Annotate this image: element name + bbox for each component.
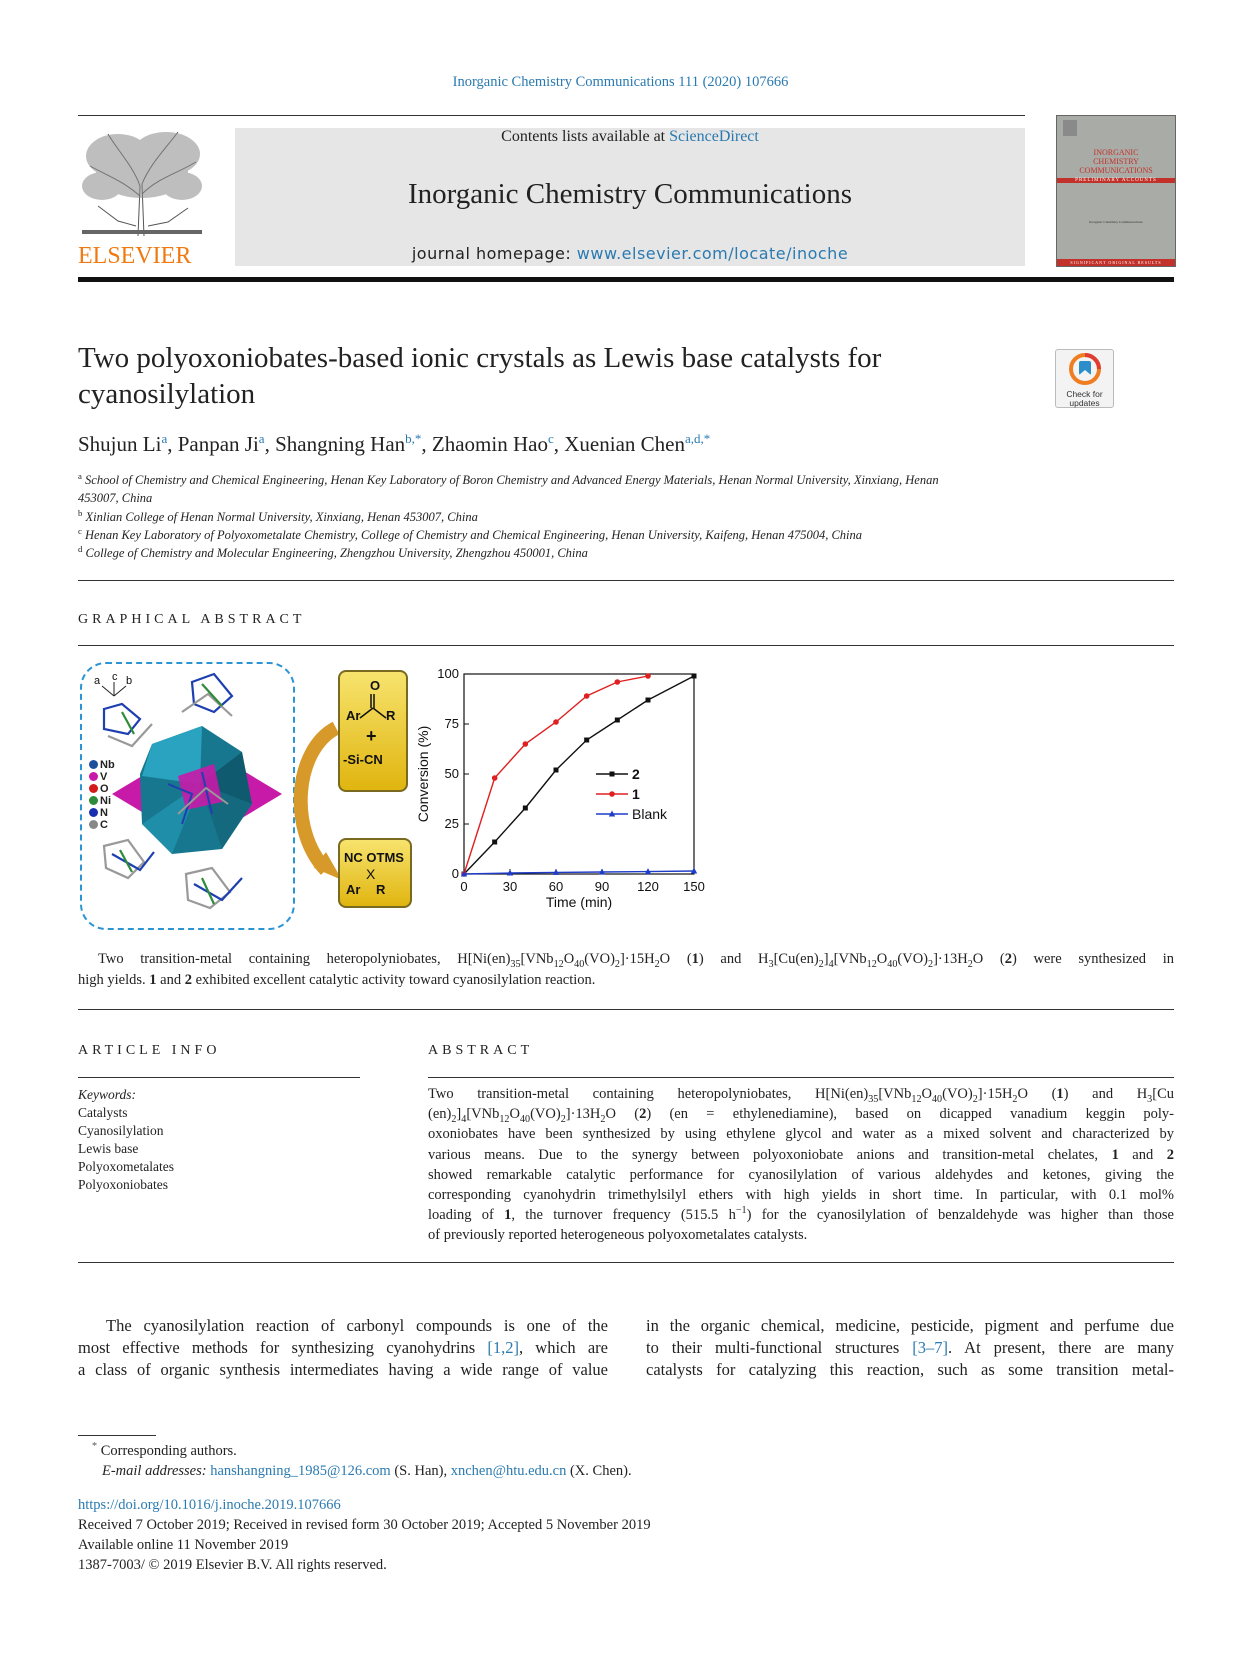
data-point-1 xyxy=(523,741,529,747)
copyright: 1387-7003/ © 2019 Elsevier B.V. All rights reserved. xyxy=(78,1557,387,1573)
conversion-chart xyxy=(412,656,712,926)
author-list: Shujun Li$^a$, Panpan Ji$^a$, Shangning Han$^{b,*}$, Zhaomin Hao$^c$, Xuenian Chen$^{a,d,*}$ xyxy=(78,431,711,456)
footnote: * Corresponding authors. E-mail addresses: hanshangning_1985@126.com (S. Han), xnchen@htu.edu.cn (X. Chen). xyxy=(92,1441,632,1479)
axis-triad xyxy=(102,682,126,696)
cover-name: Inorganic Chemistry Communications xyxy=(1089,220,1143,224)
keyword: Cyanosilylation xyxy=(78,1123,164,1138)
graphical-abstract-caption: Two transition-metal containing heteropolyniobates, $H[Ni(en)_{35}[VNb_{12}O_{40}(VO)_2]\cdot 15H_2O$ (1) and $H_3[Cu(en)_2]_4[VNb_{12}O_{40}(VO)_2]\cdot 13H_2O$ (2) were synthesized in high yields. 1 and 2 exhibited excellent catalytic activity toward cyanosilylation reaction. xyxy=(78,951,1174,988)
homepage-link[interactable]: www.elsevier.com/locate/inoche xyxy=(576,244,849,263)
author-name: Xuenian Chen xyxy=(564,432,685,456)
x-tick-label: 0 xyxy=(460,879,468,894)
y-tick-label: 50 xyxy=(444,766,459,781)
cover-title: INORGANIC xyxy=(1093,148,1139,157)
x-tick-label: 120 xyxy=(637,879,659,894)
keywords-block: Keywords: Catalysts Cyanosilylation Lewis base Polyoxometalates Polyoxoniobates xyxy=(78,1087,174,1192)
header-thick-rule xyxy=(78,277,1174,282)
data-point-2 xyxy=(554,768,559,773)
y-tick-label: 0 xyxy=(451,866,459,881)
article-title: Two polyoxoniobates-based ionic crystals as Lewis base catalysts for cyanosilylation xyxy=(78,342,882,410)
rule-after-affiliations xyxy=(78,580,1174,581)
homepage-line: journal homepage: www.elsevier.com/locate/inoche xyxy=(411,244,849,263)
y-tick-label: 25 xyxy=(444,816,459,831)
email-han-link[interactable]: hanshangning_1985@126.com xyxy=(210,1463,391,1479)
legend-item-ni: Ni xyxy=(89,795,115,807)
author-affiliation-mark[interactable]: a xyxy=(258,431,265,446)
atom-dot-icon xyxy=(89,772,98,781)
keyword: Catalysts xyxy=(78,1105,128,1120)
author-affiliation-mark[interactable]: b,* xyxy=(405,431,422,446)
abstract-text: Two transition-metal containing heteropolyniobates, $H[Ni(en)_{35}[VNb_{12}O_{40}(VO)_2]\cdot 15H_2O$ (1) and $H_3[Cu$ $(en)_2]_4[VNb_{12}O_{40}(VO)_2]\cdot 13H_2O$ (2) (en = ethylenediamine), based on dicapped vanadium keggin poly- oxoniobates have been synthesized by using ethylene glycol and water as a mixed solvent and characterized by various means. Due to the synergy between polyoxoniobate anions and transition-metal chelates, 1 and 2 showed remarkable catalytic performance for cyanosilylation of various aldehydes and ketones, giving the corresponding cyanohydrin trimethylsilyl ethers with high yields in short time. In particular, with 0.1 mol% loading of 1, the turnover frequency (515.5 $h^{-1}$) for the cyanosilylation of benzaldehyde was higher than those of previously reported heterogeneous polyoxometalates catalysts. xyxy=(428,1086,1174,1244)
axis-b-label: b xyxy=(126,675,133,687)
y-axis-label: Conversion (%) xyxy=(415,725,431,823)
rule-after-caption xyxy=(78,1009,1174,1010)
author-affiliation-mark[interactable]: a,d,* xyxy=(684,431,711,446)
data-point-1 xyxy=(553,719,559,725)
data-point-1 xyxy=(492,775,498,781)
cover-banner: PRELIMINARY ACCOUNTS xyxy=(1057,178,1175,183)
x-tick-label: 30 xyxy=(502,879,518,894)
axis-a-label: a xyxy=(94,675,101,687)
polyanion-cluster xyxy=(112,726,282,854)
data-point-2 xyxy=(523,806,528,811)
data-point-2 xyxy=(646,698,651,703)
data-point-2 xyxy=(692,674,697,679)
author-name: Shujun Li xyxy=(78,432,162,456)
y-tick-label: 100 xyxy=(437,666,459,681)
data-point-2 xyxy=(492,840,497,845)
atom-dot-icon xyxy=(89,784,98,793)
body-right-column: in the organic chemical, medicine, pesticide, pigment and perfume due to their multi-functional structures [3–7]. At present, there are many catalysts for catalyzing this reaction, such as some transition metal- xyxy=(646,1316,1175,1379)
reaction-arrow-icon xyxy=(286,720,346,890)
y-tick-label: 75 xyxy=(444,716,459,731)
citation-3-7[interactable]: [3–7] xyxy=(912,1338,948,1357)
author-name: Panpan Ji xyxy=(177,432,259,456)
keyword: Polyoxoniobates xyxy=(78,1177,168,1192)
cover-elsevier-icon xyxy=(1063,120,1077,136)
author-affiliation-mark[interactable]: a xyxy=(161,431,168,446)
email-chen-link[interactable]: xnchen@htu.edu.cn xyxy=(450,1463,567,1479)
reactants-box: O Ar R + -Si-CN xyxy=(338,670,408,792)
journal-title: Inorganic Chemistry Communications xyxy=(407,178,853,210)
journal-reference[interactable]: Inorganic Chemistry Communications 111 (2020) 107666 xyxy=(452,74,789,90)
legend-label-1: 1 xyxy=(632,786,640,802)
keyword: Lewis base xyxy=(78,1141,139,1156)
check-updates-icon xyxy=(1069,353,1101,385)
legend-label-blank: Blank xyxy=(632,806,668,822)
article-info-heading: ARTICLE INFO xyxy=(78,1043,221,1058)
doi-link[interactable]: https://doi.org/10.1016/j.inoche.2019.107666 xyxy=(78,1497,341,1513)
affiliations xyxy=(78,471,1078,562)
rule-abstract xyxy=(428,1077,1174,1078)
keyword-list xyxy=(78,1104,174,1194)
sciencedirect-link[interactable]: ScienceDirect xyxy=(669,128,759,145)
x-tick-label: 60 xyxy=(548,879,564,894)
legend-item-nb: Nb xyxy=(89,759,115,771)
data-point-2 xyxy=(615,718,620,723)
footnote-rule xyxy=(78,1435,156,1436)
elsevier-tree-icon xyxy=(78,126,206,238)
journal-cover[interactable]: INORGANIC CHEMISTRY COMMUNICATIONS PRELIMINARY ACCOUNTS Inorganic Chemistry Communications SIGNIFICANT ORIGINAL RESULTS xyxy=(1056,115,1176,267)
x-axis-label: Time (min) xyxy=(545,894,613,910)
x-tick-label: 90 xyxy=(594,879,610,894)
data-point-2 xyxy=(584,738,589,743)
author-name: Shangning Han xyxy=(275,432,406,456)
data-point-1 xyxy=(645,673,651,679)
x-tick-label: 150 xyxy=(683,879,705,894)
atom-dot-icon xyxy=(89,820,98,829)
affiliation-item: $^d$ College of Chemistry and Molecular Engineering, Zhengzhou University, Zhengzhou 450001, China xyxy=(78,544,588,561)
author-affiliation-mark[interactable]: c xyxy=(547,431,554,446)
legend-item-c: C xyxy=(89,819,115,831)
available-online: Available online 11 November 2019 xyxy=(78,1537,289,1553)
legend-item-o: O xyxy=(89,783,115,795)
data-point-1 xyxy=(584,693,590,699)
affiliation-item: $^c$ Henan Key Laboratory of Polyoxometalate Chemistry, College of Chemistry and Chemical Engineering, Henan University, Kaifeng, Henan 475004, China xyxy=(78,525,862,542)
legend-marker-1 xyxy=(609,791,615,797)
body-left-column: The cyanosilylation reaction of carbonyl compounds is one of the most effective methods for synthesizing cyanohydrins [1,2], which are a class of organic synthesis intermediates having a wide range of value xyxy=(78,1316,608,1379)
keyword: Polyoxometalates xyxy=(78,1159,174,1174)
data-point-1 xyxy=(615,679,621,685)
affiliation-item: $^b$ Xinlian College of Henan Normal University, Xinxiang, Henan 453007, China xyxy=(78,507,478,524)
structure-legend xyxy=(89,759,115,831)
atom-dot-icon xyxy=(89,796,98,805)
author-name: Zhaomin Hao xyxy=(431,432,548,456)
abstract-heading: ABSTRACT xyxy=(428,1043,534,1058)
cover-footer: SIGNIFICANT ORIGINAL RESULTS xyxy=(1057,259,1175,266)
rule-article-info xyxy=(78,1077,360,1078)
check-for-updates-button[interactable]: Check for updates xyxy=(1055,349,1114,408)
crystal-structure-figure xyxy=(80,662,295,930)
legend-item-n: N xyxy=(89,807,115,819)
affiliation-item: $^a$ School of Chemistry and Chemical Engineering, Henan Key Laboratory of Boron Chemistry and Advanced Energy Materials, Henan Normal University, Xinxiang, Henan xyxy=(78,470,939,487)
rule-graphical-abstract xyxy=(78,645,1174,646)
received-dates: Received 7 October 2019; Received in revised form 30 October 2019; Accepted 5 November 2019 xyxy=(78,1517,651,1533)
legend-marker-2 xyxy=(610,772,615,777)
publication-info xyxy=(78,1495,651,1575)
product-box: NC OTMS X Ar R xyxy=(338,838,412,908)
header-top-rule xyxy=(78,115,1025,116)
axis-c-label: c xyxy=(112,671,118,683)
journal-header-box xyxy=(235,128,1025,266)
citation-1-2[interactable]: [1,2] xyxy=(487,1338,519,1357)
atom-dot-icon xyxy=(89,760,98,769)
publisher-name: ELSEVIER xyxy=(78,243,192,269)
atom-dot-icon xyxy=(89,808,98,817)
legend-item-v: V xyxy=(89,771,115,783)
graphical-abstract-heading: GRAPHICAL ABSTRACT xyxy=(78,612,306,627)
series-line-2 xyxy=(464,676,694,874)
affiliation-continuation: 453007, China xyxy=(78,491,153,506)
legend-label-2: 2 xyxy=(632,766,640,782)
rule-after-abstract xyxy=(78,1262,1174,1263)
contents-line: Contents lists available at ScienceDirect xyxy=(501,128,759,145)
elsevier-logo[interactable] xyxy=(78,126,206,268)
